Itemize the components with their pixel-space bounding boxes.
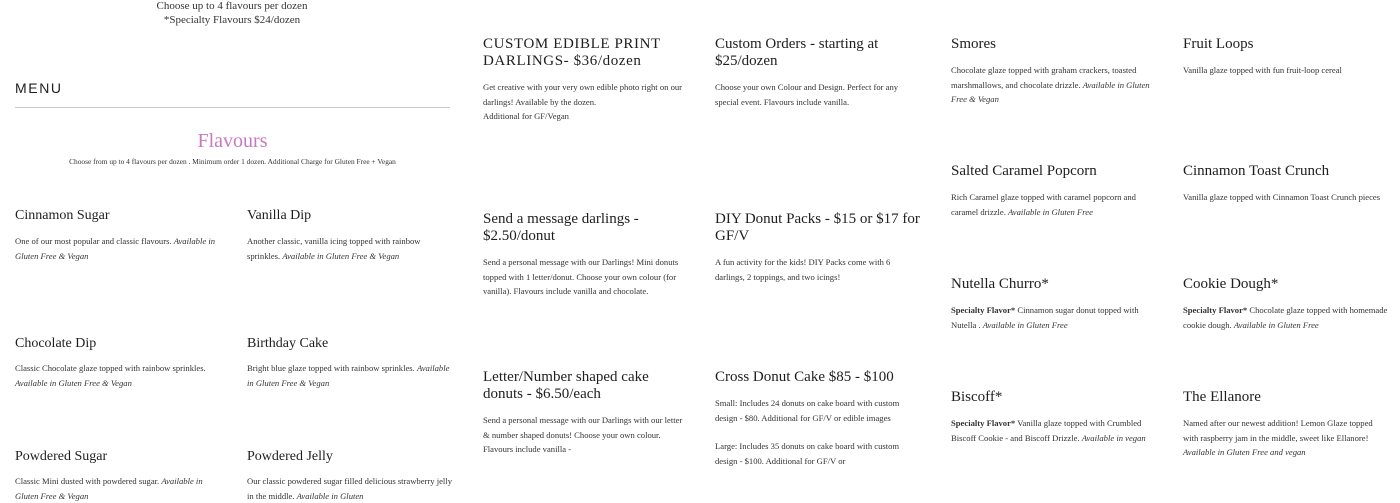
item-availability: Available in Gluten Free xyxy=(1008,206,1093,217)
custom-item-custom-orders xyxy=(715,36,920,109)
flavour-item-salted-caramel-popcorn xyxy=(951,163,1159,219)
flavours-title: Flavours xyxy=(197,130,268,152)
flavour-item-chocolate-dip xyxy=(15,335,215,390)
item-name: Birthday Cake xyxy=(247,336,329,351)
item-desc xyxy=(1183,303,1393,332)
item-desc: Vanilla glaze topped with fun fruit-loop cereal xyxy=(1183,65,1342,75)
item-desc-text: Chocolate glaze topped with homemade cookie dough. xyxy=(1183,305,1388,330)
item-desc xyxy=(15,474,215,503)
custom-item-edible-print xyxy=(483,36,683,124)
item-availability: Available in Gluten xyxy=(296,490,364,501)
item-name: Fruit Loops xyxy=(1183,36,1254,52)
item-name: Cross Donut Cake $85 - $100 xyxy=(715,369,894,385)
item-desc-text: One of our most popular and classic flavours. xyxy=(15,236,172,246)
item-name: Chocolate Dip xyxy=(15,336,97,351)
item-availability: Available in Gluten Free & Vegan xyxy=(15,236,216,261)
flavour-item-vanilla-dip xyxy=(247,207,447,263)
item-desc-text: Cinnamon sugar donut topped with Nutella . xyxy=(951,305,1139,330)
item-name: Biscoff* xyxy=(951,389,1003,405)
item-desc xyxy=(247,234,447,263)
item-name: Cinnamon Sugar xyxy=(15,208,110,223)
item-desc-text: Another classic, vanilla icing topped with rainbow sprinkles. xyxy=(247,236,421,261)
item-availability: Available in Gluten Free & Vegan xyxy=(15,377,132,388)
item-name: Letter/Number shaped cake donuts - $6.50/each xyxy=(483,369,649,402)
menu-divider xyxy=(15,107,450,108)
item-desc-text: Classic Chocolate glaze topped with rainbow sprinkles. xyxy=(15,363,206,373)
flavour-item-cookie-dough xyxy=(1183,276,1393,332)
item-availability: Available in Gluten Free & Vegan xyxy=(247,363,450,388)
item-desc-text: Vanilla glaze topped with Crumbled Biscoff Cookie - and Biscoff Drizzle. xyxy=(951,418,1142,443)
specialty-tag: Specialty Flavor* xyxy=(951,305,1016,315)
menu-heading: MENU xyxy=(15,80,63,96)
specialty-tag: Specialty Flavor* xyxy=(951,418,1016,428)
item-desc xyxy=(951,63,1156,107)
item-name: Nutella Churro* xyxy=(951,276,1049,292)
item-name: CUSTOM EDIBLE PRINT DARLINGS- $36/dozen xyxy=(483,36,661,69)
item-desc-text: Rich Caramel glaze topped with caramel popcorn and caramel drizzle. xyxy=(951,192,1136,217)
flavours-subtitle: Choose from up to 4 flavours per dozen . Minimum order 1 dozen. Additional Charge for Gluten Free + Vegan xyxy=(69,157,396,166)
item-desc-text: Our classic powdered sugar filled delicious strawberry jelly in the middle. xyxy=(247,476,452,501)
top-note-line2: *Specialty Flavours $24/dozen xyxy=(163,14,301,26)
item-desc xyxy=(1183,416,1388,460)
item-desc-text: Bright blue glaze topped with rainbow sprinkles. xyxy=(247,363,415,373)
flavour-item-powdered-jelly xyxy=(247,448,452,503)
specialty-tag: Specialty Flavor* xyxy=(1183,305,1248,315)
item-name: Cookie Dough* xyxy=(1183,276,1279,292)
item-availability: Available in Gluten Free and vegan xyxy=(1183,447,1306,457)
item-desc xyxy=(247,361,452,390)
custom-item-cross-donut-cake xyxy=(715,369,910,468)
item-desc-text: Classic Mini dusted with powdered sugar. xyxy=(15,476,160,486)
flavour-item-smores xyxy=(951,36,1156,107)
item-desc xyxy=(15,361,215,390)
item-desc: A fun activity for the kids! DIY Packs come with 6 darlings, 2 toppings, and two icings! xyxy=(715,257,891,282)
item-availability: Available in Gluten Free & Vegan xyxy=(15,476,203,501)
item-desc xyxy=(951,190,1159,219)
item-name: Cinnamon Toast Crunch xyxy=(1183,163,1330,179)
item-availability: Available in Gluten Free xyxy=(982,319,1068,330)
item-desc: Small: Includes 24 donuts on cake board with custom design - $80. Additional for GF/V or edible images xyxy=(715,398,900,423)
item-availability: Available in Gluten Free xyxy=(1233,319,1319,330)
flavour-item-nutella-churro xyxy=(951,276,1156,332)
item-name: Powdered Jelly xyxy=(247,449,333,464)
item-availability: Available in vegan xyxy=(1081,432,1146,443)
item-name: Send a message darlings - $2.50/donut xyxy=(483,211,639,244)
custom-item-diy-packs xyxy=(715,211,920,284)
item-desc-text: Get creative with your very own edible photo right on our darlings! Available by the dozen. xyxy=(483,82,683,107)
flavour-item-fruit-loops xyxy=(1183,36,1388,78)
item-name: The Ellanore xyxy=(1183,389,1261,405)
item-desc: Choose your own Colour and Design. Perfect for any special event. Flavours include vanilla. xyxy=(715,82,899,107)
item-desc xyxy=(951,303,1156,332)
item-name: Custom Orders - starting at $25/dozen xyxy=(715,36,879,69)
item-availability: Available in Gluten Free & Vegan xyxy=(282,250,400,261)
flavour-item-cinnamon-toast-crunch xyxy=(1183,163,1388,205)
flavour-item-birthday-cake xyxy=(247,335,452,390)
top-note xyxy=(117,0,347,26)
item-availability: Available in Gluten Free & Vegan xyxy=(951,79,1150,104)
item-desc: Send a personal message with our Darlings with our letter & number shaped donuts! Choose your own colour. Flavours include vanilla - xyxy=(483,415,683,454)
top-note-line1: Choose up to 4 flavours per dozen xyxy=(156,0,308,12)
item-name: Salted Caramel Popcorn xyxy=(951,163,1097,179)
flavour-item-the-ellanore xyxy=(1183,389,1388,460)
flavour-item-cinnamon-sugar xyxy=(15,207,215,263)
custom-item-message-darlings xyxy=(483,211,688,299)
item-extra: Additional for GF/Vegan xyxy=(483,111,569,121)
item-name: DIY Donut Packs - $15 or $17 for GF/V xyxy=(715,211,920,244)
item-desc xyxy=(15,234,215,263)
flavour-item-powdered-sugar xyxy=(15,448,215,503)
item-desc xyxy=(247,474,452,503)
item-desc xyxy=(483,80,683,124)
item-desc-text: Chocolate glaze topped with graham crackers, toasted marshmallows, and chocolate drizzle. xyxy=(951,65,1137,90)
item-name: Smores xyxy=(951,36,996,52)
item-desc-text: Named after our newest addition! Lemon Glaze topped with raspberry jam in the middle, sweet like Ellanore! xyxy=(1183,418,1373,443)
item-desc: Send a personal message with our Darlings! Mini donuts topped with 1 letter/donut. Choose your own colour (for vanilla). Flavours include vanilla and chocolate. xyxy=(483,257,679,296)
item-desc: Vanilla glaze topped with Cinnamon Toast Crunch pieces xyxy=(1183,192,1381,202)
item-desc-2: Large: Includes 35 donuts on cake board with custom design - $100. Additional for GF/V or xyxy=(715,441,900,466)
flavour-item-biscoff xyxy=(951,389,1161,445)
item-desc xyxy=(951,416,1161,445)
item-name: Powdered Sugar xyxy=(15,449,108,464)
item-name: Vanilla Dip xyxy=(247,208,312,223)
custom-item-letter-number xyxy=(483,369,688,457)
